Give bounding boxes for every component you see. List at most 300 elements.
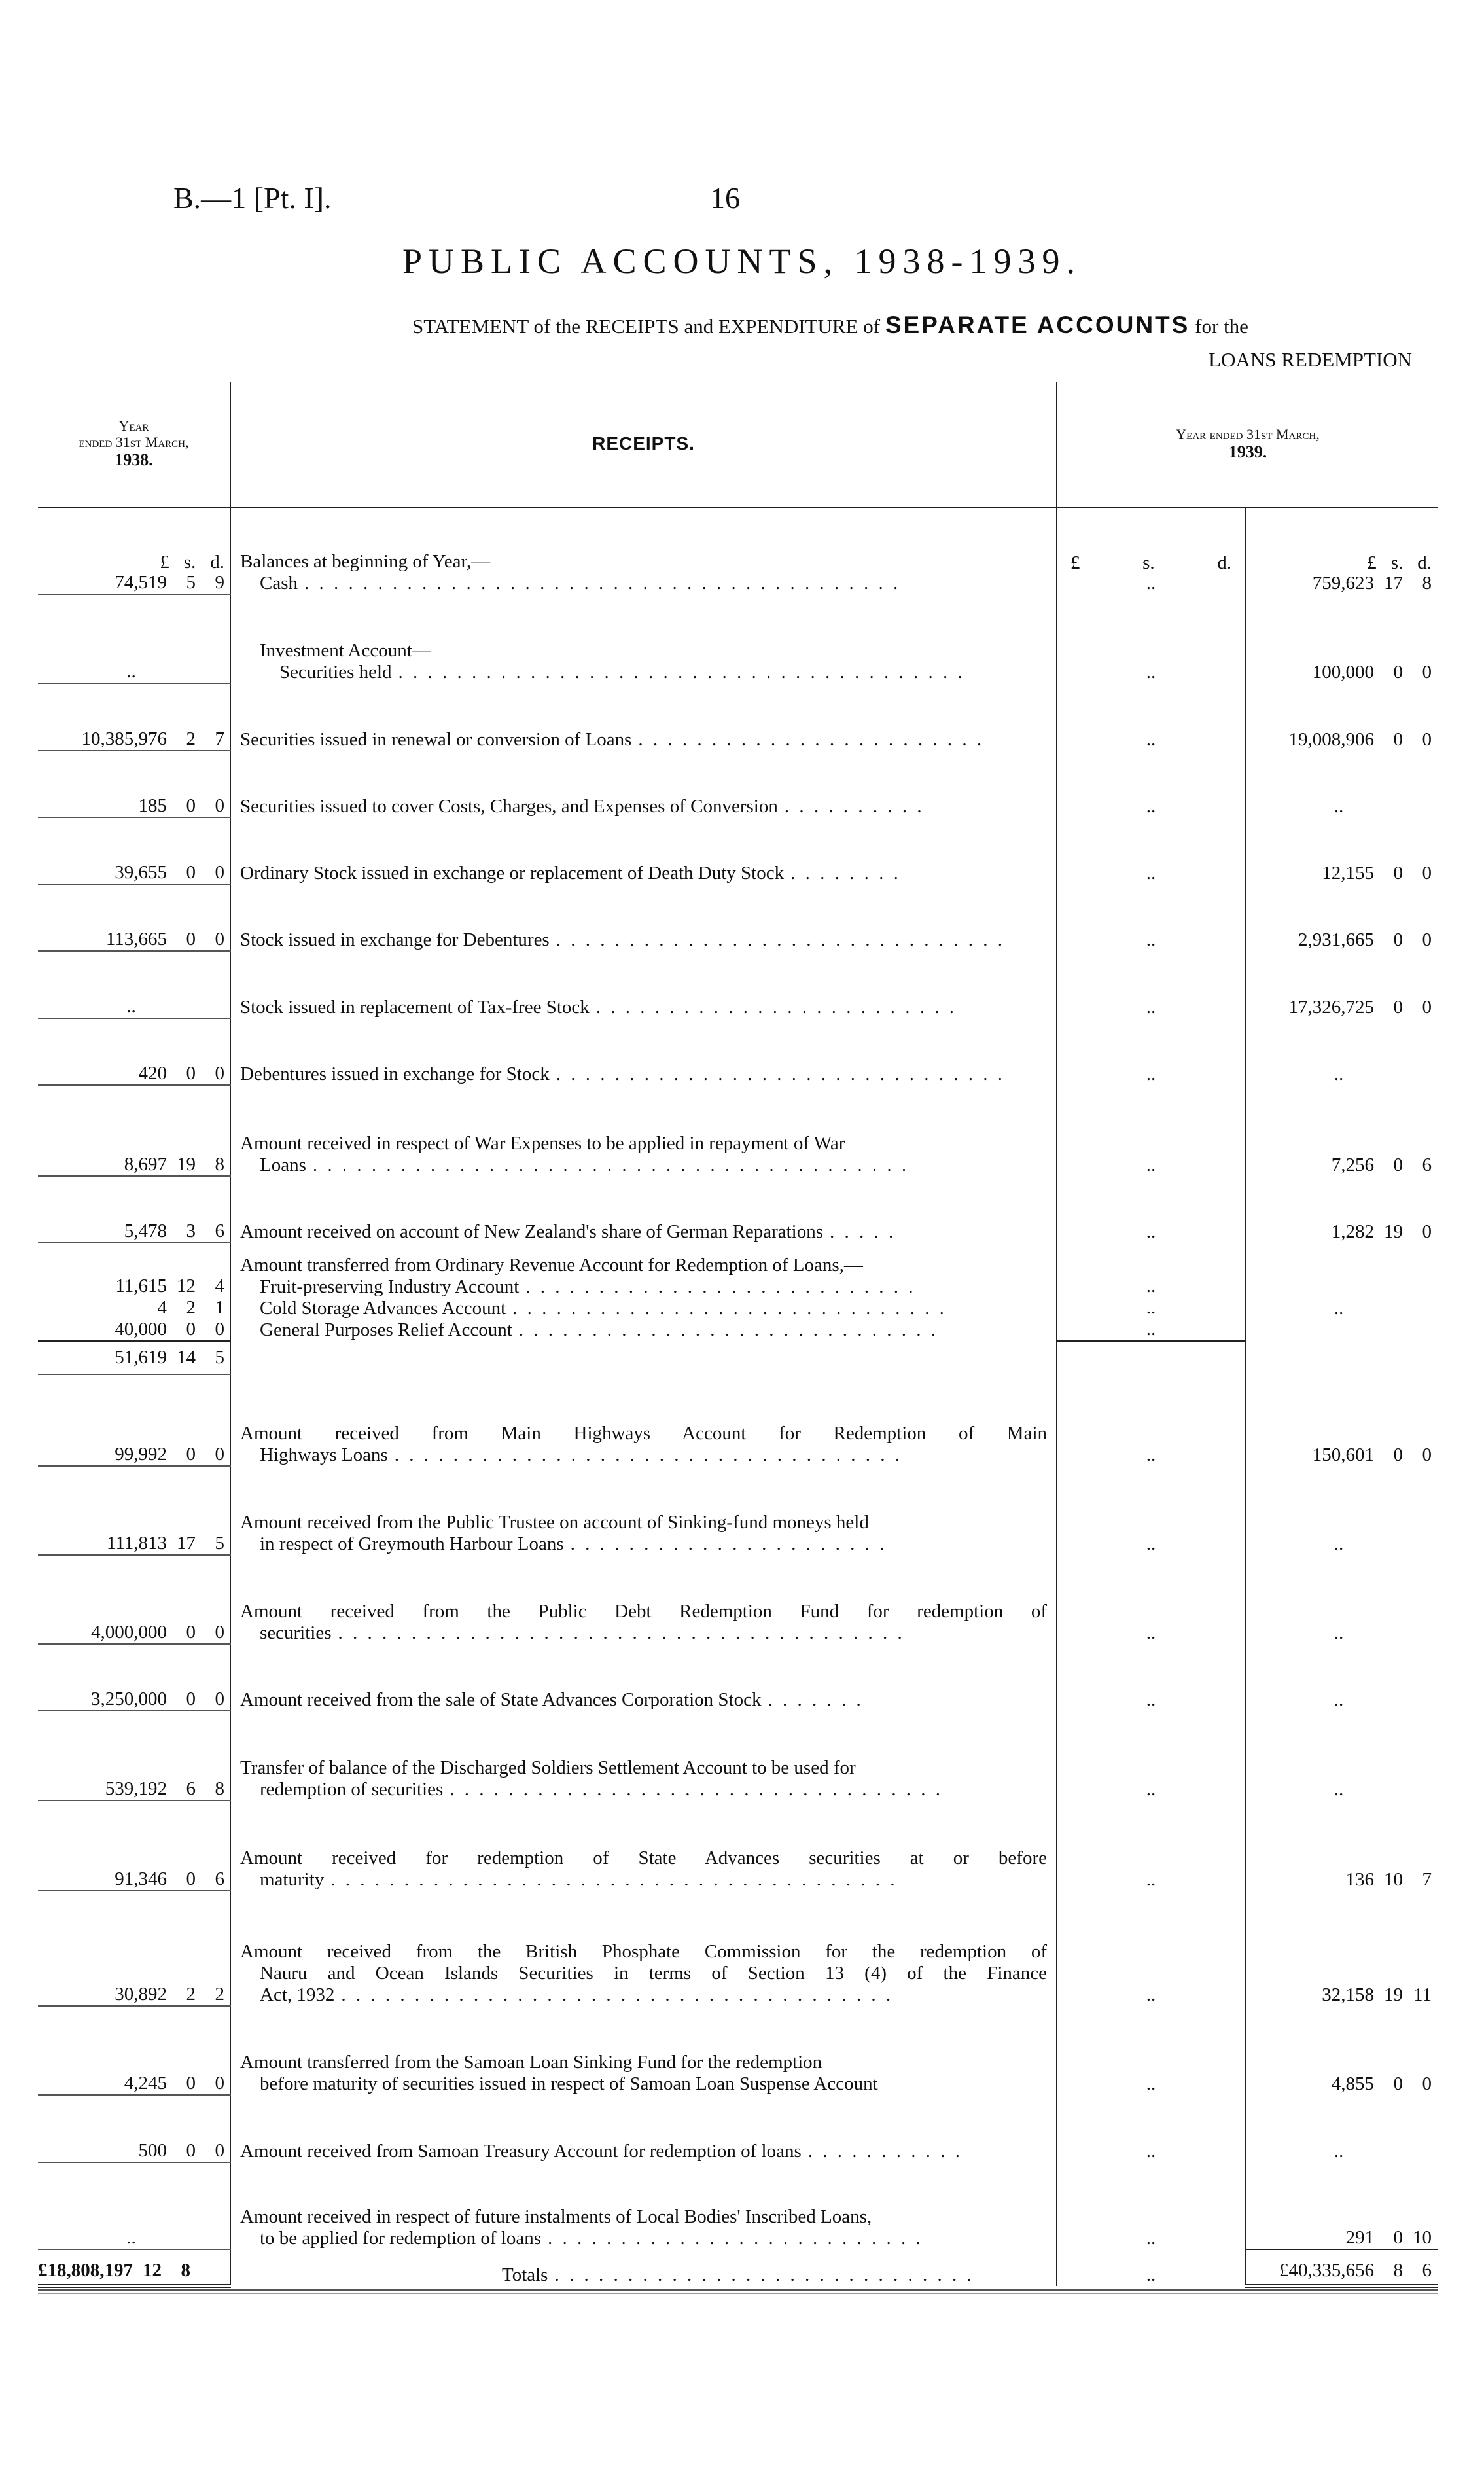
amount-pence: 5: [215, 1346, 224, 1368]
amount-shillings: 19: [177, 1154, 196, 1175]
curr-amount: [1245, 951, 1438, 1018]
prev-year-header: [38, 382, 230, 507]
curr-sub-value: ..: [1146, 1275, 1156, 1296]
table-row: [38, 1243, 1438, 1340]
amount-pence: 0: [1422, 1444, 1432, 1465]
row-label: Securities held: [279, 662, 392, 683]
amount-pence: 0: [1422, 728, 1432, 750]
amount-shillings: 19: [1384, 1221, 1404, 1243]
curr-sub-amount: [1057, 884, 1245, 951]
amount-pounds: ..: [1334, 1298, 1344, 1319]
curr-amount: [1245, 1176, 1438, 1243]
amount-pounds: 185: [138, 795, 167, 816]
amount-pence: 2: [215, 1984, 224, 2005]
curr-sub-amount: [1057, 1085, 1245, 1176]
curr-sub-amount: [1057, 1466, 1245, 1555]
amount-pounds: ..: [126, 995, 136, 1017]
row-description: Amount received from the sale of State Advances Corporation Stock . . . . . . .: [230, 1644, 1057, 1711]
curr-sub-value: ..: [1146, 1318, 1156, 1340]
table-row: [38, 1085, 1438, 1176]
row-label: Fruit-preserving Industry Account: [260, 1276, 520, 1297]
curr-sub-amount: [1057, 683, 1245, 750]
prev-subtotal: [38, 1341, 230, 1374]
amount-pounds: 4,855: [1331, 2073, 1375, 2095]
row-description: Amount received for redemption of State Advances securities at or before maturity . . . . . . . . . . . . . . . . . . . . . . . . . . . . . . . . . . . . . . .: [230, 1800, 1057, 1891]
curr-sub-amount: [1057, 751, 1245, 817]
amount-pounds: ..: [126, 661, 136, 683]
row-label-cont: in respect of Greymouth Harbour Loans: [260, 1533, 564, 1554]
totals-label: Totals: [502, 2264, 548, 2285]
amount-pounds: £18,808,197: [38, 2260, 133, 2281]
bottom-rule-thin: [38, 2293, 1438, 2294]
amount-pence: 6: [215, 1868, 224, 1890]
amount-pounds: ..: [1334, 795, 1344, 817]
row-description: Amount received in respect of War Expenses to be applied in repayment of War Loans . . . . . . . . . . . . . . . . . . . . . . . . . . . . . . . . . . . . . . . . .: [230, 1085, 1057, 1176]
curr-sub-value: ..: [1146, 1444, 1156, 1465]
amount-pence: 0: [215, 1318, 224, 1340]
amount-shillings: 0: [1393, 1154, 1404, 1176]
curr-sub-value: ..: [1146, 1154, 1156, 1176]
amount-pounds: 12,155: [1322, 863, 1375, 884]
table-row: [38, 751, 1438, 817]
receipts-header: [230, 382, 1057, 507]
curr-sub-value: ..: [1146, 1063, 1156, 1084]
amount-pounds: 10,385,976: [81, 728, 167, 749]
row-label: Amount received in respect of future instalments of Local Bodies' Inscribed Loans,: [240, 2206, 872, 2227]
table-row: [38, 1891, 1438, 2006]
curr-amount: [1245, 683, 1438, 750]
statement-subtitle: LOANS REDEMPTION: [1209, 348, 1412, 371]
curr-amount: [1245, 1891, 1438, 2006]
curr-year-line1: Year ended 31st March,: [1176, 425, 1320, 442]
curr-sub-value: ..: [1146, 2264, 1156, 2285]
amount-pence: 0: [215, 795, 224, 816]
row-label: Stock issued in replacement of Tax-free Stock: [240, 996, 590, 1018]
table-row: [38, 1176, 1438, 1243]
amount-shillings: 0: [1393, 662, 1404, 683]
curr-sub-amount: [1057, 1341, 1245, 1374]
table-row: [38, 2162, 1438, 2249]
curr-amount: [1245, 2006, 1438, 2095]
curr-sub-amount: [1057, 2006, 1245, 2095]
amount-pence: 0: [215, 929, 224, 950]
curr-sub-amount: [1057, 1644, 1245, 1711]
curr-sub-value: ..: [1146, 1296, 1156, 1318]
receipts-header-label: RECEIPTS.: [592, 433, 695, 454]
row-label: Amount received from the Public Trustee on account of Sinking-fund moneys held: [240, 1511, 869, 1533]
amount-pounds: 3,250,000: [91, 1689, 167, 1710]
amount-pence: 0: [215, 1689, 224, 1710]
amount-pounds: ..: [1334, 2140, 1344, 2162]
amount-pence: 8: [1422, 573, 1432, 594]
curr-amount: [1245, 817, 1438, 884]
amount-pounds: 74,519: [115, 572, 167, 594]
row-description: Amount transferred from Ordinary Revenue Account for Redemption of Loans,— Fruit-preserving Industry Account . . . . . . . . . . . . . . . . . . . . . . . . . . . Cold Storage Advances Account . . . . . . . . . . . . . . . . . . . . . . . . . . . . . . General Purposes Relief Account . . . . . . . . . . . . . . . . . . . . . . . . . . . . .: [230, 1243, 1057, 1340]
amount-pence: 8: [181, 2260, 190, 2281]
table-row: [38, 1555, 1438, 1644]
curr-sub-value: ..: [1146, 996, 1156, 1018]
curr-sub-amount: [1057, 2095, 1245, 2162]
table-header: [38, 382, 1438, 507]
prev-amount: [38, 751, 230, 817]
amount-pounds: ..: [1334, 1779, 1344, 1800]
amount-shillings: 12: [177, 1275, 196, 1296]
row-label: Stock issued in exchange for Debentures: [240, 929, 550, 951]
table-row: [38, 1466, 1438, 1555]
amount-pounds: ..: [1334, 1533, 1344, 1554]
curr-amount: [1245, 1644, 1438, 1711]
row-label-cont: Highways Loans: [260, 1444, 388, 1465]
curr-amount: [1245, 1800, 1438, 1891]
amount-shillings: 17: [177, 1532, 196, 1554]
row-description: [230, 2006, 1057, 2095]
row-label-cont: Act, 1932: [260, 1984, 335, 2006]
amount-pounds: 8,697: [124, 1154, 167, 1175]
amount-shillings: 0: [186, 1622, 196, 1643]
unit-pound: £: [1367, 552, 1377, 574]
amount-pence: 0: [215, 1622, 224, 1643]
curr-year-value: 1939.: [1228, 442, 1267, 461]
row-heading: Amount transferred from Ordinary Revenue Account for Redemption of Loans,—: [240, 1254, 863, 1276]
table-row: [38, 683, 1438, 750]
curr-amount: [1245, 1243, 1438, 1374]
amount-pounds: 291: [1345, 2226, 1375, 2248]
amount-shillings: 17: [1384, 573, 1404, 594]
unit-pound: £: [1070, 552, 1080, 574]
amount-shillings: 0: [1393, 863, 1404, 884]
table-row: [38, 507, 1438, 594]
amount-pence: 0: [215, 2139, 224, 2161]
amount-pence: 0: [215, 862, 224, 884]
amount-pounds: 39,655: [115, 862, 167, 884]
curr-sub-amount: [1057, 2162, 1245, 2249]
amount-pounds: 1,282: [1331, 1221, 1375, 1243]
row-label: Amount received on account of New Zealand's share of German Reparations: [240, 1221, 823, 1243]
curr-sub-value: ..: [1146, 1869, 1156, 1891]
row-description: Debentures issued in exchange for Stock . . . . . . . . . . . . . . . . . . . . . . . . . . . . . . .: [230, 1018, 1057, 1085]
row-description: Balances at beginning of Year,— Cash . . . . . . . . . . . . . . . . . . . . . . . . . . . . . . . . . . . . . . . . .: [230, 507, 1057, 594]
table-row: [38, 1374, 1438, 1466]
prev-amount: [38, 1243, 230, 1340]
amount-pounds: 19,008,906: [1288, 728, 1375, 750]
amount-shillings: 0: [186, 929, 196, 950]
unit-shilling: s.: [1390, 552, 1404, 574]
curr-sub-value: ..: [1146, 1221, 1156, 1243]
prev-amount: [38, 884, 230, 951]
curr-sub-value: ..: [1146, 2140, 1156, 2162]
curr-sub-value: ..: [1146, 2227, 1156, 2249]
amount-pounds: 759,623: [1312, 573, 1375, 594]
unit-shilling: s.: [1142, 552, 1155, 574]
table-row-subtotal: [38, 1341, 1438, 1374]
amount-pounds: 40,000: [115, 1318, 167, 1340]
amount-shillings: 2: [186, 1984, 196, 2005]
amount-shillings: 10: [1384, 1869, 1404, 1891]
curr-sub-amount: [1057, 1243, 1245, 1340]
row-label: Cash: [260, 573, 298, 594]
curr-sub-amount: [1057, 1374, 1245, 1466]
curr-amount: [1245, 1374, 1438, 1466]
row-description: Amount received from the Public Debt Redemption Fund for redemption of securities . . . . . . . . . . . . . . . . . . . . . . . . . . . . . . . . . . . . . . .: [230, 1555, 1057, 1644]
row-label: General Purposes Relief Account: [260, 1319, 512, 1340]
row-label: Amount received from Samoan Treasury Account for redemption of loans: [240, 2140, 802, 2162]
amount-pounds: 4,000,000: [91, 1622, 167, 1643]
curr-sub-value: ..: [1146, 728, 1156, 750]
totals-row: [38, 2249, 1438, 2286]
amount-pounds: 4: [157, 1296, 167, 1318]
prev-amount: [38, 1374, 230, 1466]
curr-sub-value: ..: [1146, 795, 1156, 817]
row-heading: Balances at beginning of Year,—: [240, 551, 491, 573]
amount-pounds: 2,931,665: [1298, 929, 1375, 951]
curr-sub-amount: [1057, 1555, 1245, 1644]
curr-amount: [1245, 2162, 1438, 2249]
amount-pounds: ..: [1334, 1689, 1344, 1711]
curr-sub-value: ..: [1146, 1689, 1156, 1711]
amount-shillings: 0: [186, 1443, 196, 1465]
table-row: [38, 1644, 1438, 1711]
amount-shillings: 0: [186, 862, 196, 884]
prev-amount: [38, 594, 230, 683]
row-label: Amount received from the sale of State Advances Corporation Stock: [240, 1689, 762, 1711]
amount-shillings: 2: [186, 728, 196, 749]
prev-amount: [38, 2162, 230, 2249]
row-label-cont: maturity: [260, 1869, 325, 1891]
curr-amount: [1245, 1711, 1438, 1800]
row-description: Amount received on account of New Zealand's share of German Reparations . . . . .: [230, 1176, 1057, 1243]
row-description: Amount received in respect of future instalments of Local Bodies' Inscribed Loans, to be applied for redemption of loans . . . . . . . . . . . . . . . . . . . . . . . . . .: [230, 2162, 1057, 2249]
amount-pence: 9: [215, 572, 224, 594]
curr-sub-value: ..: [1146, 2073, 1156, 2095]
prev-amount: [38, 507, 230, 594]
unit-pound: £: [160, 552, 169, 573]
amount-shillings: 12: [143, 2260, 162, 2281]
curr-sub-amount: [1057, 1800, 1245, 1891]
row-label: Securities issued in renewal or conversion of Loans: [240, 728, 632, 750]
table-row: [38, 2095, 1438, 2162]
curr-sub-value: ..: [1146, 573, 1156, 594]
amount-shillings: 0: [1393, 996, 1404, 1018]
amount-shillings: 0: [186, 1062, 196, 1084]
bottom-rule: [38, 2289, 1438, 2291]
statement-pre: STATEMENT of the RECEIPTS and EXPENDITURE of: [412, 315, 881, 338]
curr-amount: [1245, 1085, 1438, 1176]
amount-shillings: 0: [186, 2073, 196, 2094]
amount-shillings: 0: [186, 1318, 196, 1340]
amount-shillings: 0: [1393, 1444, 1404, 1465]
row-description: Investment Account— Securities held . . . . . . . . . . . . . . . . . . . . . . . . . . . . . . . . . . . . . . .: [230, 594, 1057, 683]
amount-pence: 0: [215, 1443, 224, 1465]
curr-sub-amount: [1057, 951, 1245, 1018]
amount-pounds: 420: [138, 1062, 167, 1084]
table-row: [38, 884, 1438, 951]
amount-shillings: 0: [186, 1868, 196, 1890]
table-row: [38, 1800, 1438, 1891]
row-label-cont: Nauru and Ocean Islands Securities in terms of Section 13 (4) of the Finance: [260, 1963, 1047, 1984]
amount-pence: 0: [215, 1062, 224, 1084]
prev-amount: [38, 1466, 230, 1555]
curr-sub-value: ..: [1146, 1622, 1156, 1643]
amount-shillings: 8: [1393, 2260, 1404, 2281]
amount-pounds: 91,346: [115, 1868, 167, 1890]
amount-shillings: 3: [186, 1221, 196, 1242]
amount-shillings: 19: [1384, 1984, 1404, 2006]
row-label-cont: Loans: [260, 1154, 306, 1176]
table-row: [38, 817, 1438, 884]
curr-sub-amount: [1057, 2249, 1245, 2286]
amount-pence: 6: [1422, 2260, 1432, 2281]
curr-sub-value: ..: [1146, 662, 1156, 683]
curr-amount: [1245, 751, 1438, 817]
amount-pence: 0: [1422, 662, 1432, 683]
amount-pounds: 5,478: [124, 1221, 167, 1242]
prev-total: [38, 2249, 230, 2286]
prev-amount: [38, 683, 230, 750]
amount-pounds: 111,813: [106, 1532, 167, 1554]
amount-pence: 7: [215, 728, 224, 749]
amount-shillings: 0: [186, 1689, 196, 1710]
amount-pounds: ..: [1334, 1622, 1344, 1643]
row-label-cont: to be applied for redemption of loans: [260, 2227, 542, 2249]
curr-sub-amount: [1057, 507, 1245, 594]
curr-amount: [1245, 884, 1438, 951]
amount-pence: 6: [215, 1221, 224, 1242]
curr-sub-amount: [1057, 594, 1245, 683]
row-label-cont: redemption of securities: [260, 1779, 444, 1800]
curr-year-header: [1057, 382, 1438, 507]
unit-shilling: s.: [183, 552, 196, 573]
row-description: Stock issued in exchange for Debentures . . . . . . . . . . . . . . . . . . . . . . . . . . . . . . .: [230, 884, 1057, 951]
amount-pence: 4: [215, 1275, 224, 1296]
table-row: [38, 1018, 1438, 1085]
curr-amount: [1245, 1466, 1438, 1555]
table-row: [38, 1711, 1438, 1800]
prev-amount: [38, 817, 230, 884]
prev-amount: [38, 1644, 230, 1711]
amount-pence: 0: [1422, 996, 1432, 1018]
amount-pounds: 113,665: [105, 929, 167, 950]
row-label: Amount received from the British Phosphate Commission for the redemption of: [240, 1941, 1047, 1963]
row-description: Stock issued in replacement of Tax-free Stock . . . . . . . . . . . . . . . . . . . . . . . . .: [230, 951, 1057, 1018]
prev-amount: [38, 1085, 230, 1176]
row-description: Amount received from the Public Trustee on account of Sinking-fund moneys held in respect of Greymouth Harbour Loans . . . . . . . . . . . . . . . . . . . . . .: [230, 1466, 1057, 1555]
amount-shillings: 6: [186, 1778, 196, 1800]
amount-shillings: 0: [186, 795, 196, 816]
curr-amount: [1245, 507, 1438, 594]
page-number: 16: [710, 181, 740, 215]
row-label: Amount received for redemption of State Advances securities at or before: [240, 1848, 1047, 1869]
curr-sub-value: ..: [1146, 1533, 1156, 1554]
curr-sub-value: ..: [1146, 1984, 1156, 2006]
curr-total: [1245, 2249, 1438, 2286]
amount-pence: 0: [1422, 863, 1432, 884]
prev-amount: [38, 1800, 230, 1891]
curr-sub-amount: [1057, 817, 1245, 884]
prev-amount: [38, 1891, 230, 2006]
curr-sub-value: ..: [1146, 929, 1156, 951]
amount-pence: 10: [1413, 2226, 1432, 2248]
statement-post: for the: [1195, 315, 1248, 338]
curr-sub-value: ..: [1146, 863, 1156, 884]
curr-amount: [1245, 594, 1438, 683]
amount-pounds: 99,992: [115, 1443, 167, 1465]
row-label: Securities issued to cover Costs, Charges, and Expenses of Conversion: [240, 795, 778, 817]
amount-shillings: 0: [1393, 728, 1404, 750]
prev-amount: [38, 1018, 230, 1085]
amount-shillings: 0: [1393, 2073, 1404, 2095]
amount-pounds: 136: [1345, 1869, 1375, 1891]
curr-sub-amount: [1057, 1176, 1245, 1243]
amount-pounds: 100,000: [1312, 662, 1375, 683]
table-row: [38, 2006, 1438, 2095]
amount-pence: 11: [1413, 1984, 1432, 2006]
unit-pence: d.: [1417, 552, 1432, 574]
amount-pence: 8: [215, 1778, 224, 1800]
row-label: Amount received from Main Highways Account for Redemption of Main: [240, 1422, 1047, 1444]
amount-shillings: 5: [186, 572, 196, 594]
amount-shillings: 14: [177, 1346, 196, 1368]
statement-emph: SEPARATE ACCOUNTS: [885, 312, 1190, 338]
curr-amount: [1245, 2095, 1438, 2162]
amount-pounds: 150,601: [1312, 1444, 1375, 1465]
receipts-table: [38, 382, 1438, 2288]
unit-pence: d.: [1217, 552, 1231, 574]
prev-amount: [38, 2006, 230, 2095]
amount-pounds: ..: [1334, 1063, 1344, 1084]
amount-pounds: 539,192: [105, 1778, 167, 1800]
amount-shillings: 0: [186, 2139, 196, 2161]
amount-pounds: 500: [138, 2139, 167, 2161]
row-description: Transfer of balance of the Discharged Soldiers Settlement Account to be used for redemption of securities . . . . . . . . . . . . . . . . . . . . . . . . . . . . . . . . . .: [230, 1711, 1057, 1800]
amount-pounds: 32,158: [1322, 1984, 1375, 2006]
statement-heading: [412, 312, 1248, 339]
table-row: [38, 594, 1438, 683]
prev-year-value: 1938.: [115, 450, 153, 469]
page-title: PUBLIC ACCOUNTS, 1938-1939.: [402, 241, 1082, 281]
row-description: Totals . . . . . . . . . . . . . . . . . . . . . . . . . . . . .: [230, 2249, 1057, 2286]
amount-pence: 0: [1422, 2073, 1432, 2095]
amount-pounds: ..: [126, 2226, 136, 2248]
row-description: Amount received from the British Phosphate Commission for the redemption of Nauru and Ocean Islands Securities in terms of Section 13 (4) of the Finance Act, 1932 . . . . . . . . . . . . . . . . . . . . . . . . . . . . . . . . . . . . . .: [230, 1891, 1057, 2006]
row-label: Transfer of balance of the Discharged Soldiers Settlement Account to be used for: [240, 1757, 856, 1779]
amount-pence: 8: [215, 1154, 224, 1175]
curr-amount: [1245, 1555, 1438, 1644]
amount-shillings: 0: [1393, 2226, 1404, 2248]
row-label: Amount received from the Public Debt Redemption Fund for redemption of: [240, 1601, 1047, 1622]
prev-amount: [38, 1711, 230, 1800]
curr-sub-amount: [1057, 1891, 1245, 2006]
amount-shillings: 2: [186, 1296, 196, 1318]
table-row: [38, 951, 1438, 1018]
prev-year-line2: ended 31st March,: [79, 433, 189, 450]
prev-amount: [38, 951, 230, 1018]
amount-pence: 0: [1422, 929, 1432, 951]
prev-amount: [38, 2095, 230, 2162]
prev-year-line1: Year: [118, 418, 149, 435]
amount-pounds: 11,615: [115, 1275, 167, 1296]
unit-pence: d.: [210, 552, 224, 573]
row-description: Ordinary Stock issued in exchange or replacement of Death Duty Stock . . . . . . . .: [230, 817, 1057, 884]
curr-sub-amount: [1057, 1711, 1245, 1800]
curr-sub-value: ..: [1146, 1779, 1156, 1800]
amount-pounds: 7,256: [1331, 1154, 1375, 1176]
row-description: Securities issued to cover Costs, Charges, and Expenses of Conversion . . . . . . . . . .: [230, 751, 1057, 817]
row-label-cont: before maturity of securities issued in respect of Samoan Loan Suspense Account: [260, 2073, 878, 2095]
amount-pence: 6: [1422, 1154, 1432, 1176]
prev-amount: [38, 1176, 230, 1243]
amount-pence: 5: [215, 1532, 224, 1554]
amount-pounds: £40,335,656: [1279, 2260, 1375, 2281]
